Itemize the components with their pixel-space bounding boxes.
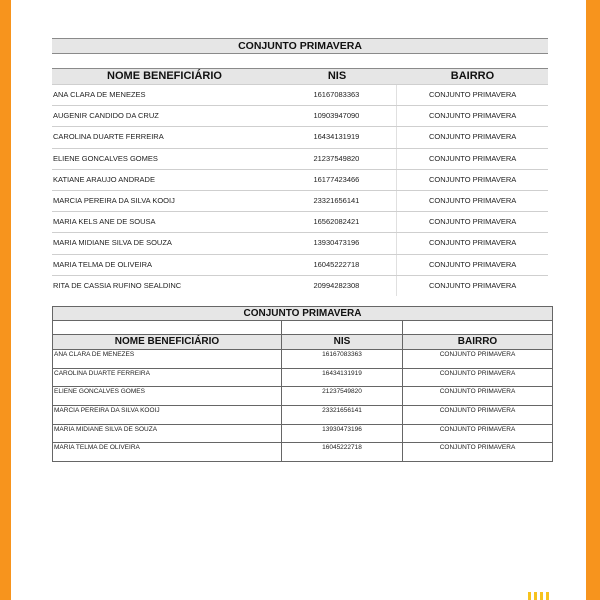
cell-nis: 21237549820 [282,387,403,405]
table-row [52,190,548,211]
cell-nome: MARIA TELMA DE OLIVEIRA [53,259,153,269]
table-row [52,211,548,232]
cell-bairro: CONJUNTO PRIMAVERA [396,85,548,105]
table-row [53,350,552,369]
cell-nis: 23321656141 [282,406,403,424]
table-row [52,126,548,147]
cell-nis: 23321656141 [313,195,360,205]
cell-nome: ANA CLARA DE MENEZES [53,350,282,368]
cell-nis: 16045222718 [282,443,403,461]
cell-nome: CAROLINA DUARTE FERREIRA [53,132,164,142]
cell-nome: MARCIA PEREIRA DA SILVA KOOIJ [53,406,282,424]
cell-nome: AUGENIR CANDIDO DA CRUZ [53,111,159,121]
cell-nome: MARIA KELS ANE DE SOUSA [53,217,156,227]
table-row [53,443,552,461]
table-header-row [52,68,548,84]
table-row [52,275,548,296]
header-nis: NIS [282,335,403,349]
beneficiary-table-2 [52,306,553,462]
table-row [52,169,548,190]
cell-nome: MARIA TELMA DE OLIVEIRA [53,443,282,461]
cell-bairro: CONJUNTO PRIMAVERA [439,425,516,433]
cell-nome: CAROLINA DUARTE FERREIRA [53,369,282,387]
table-row [53,369,552,388]
header-nome: NOME BENEFICIÁRIO [107,70,222,82]
header-nis: NIS [327,70,347,82]
cell-nis: 16045222718 [313,259,360,269]
cell-nis: 13930473196 [282,425,403,443]
cell-nis: 16167083363 [313,90,360,99]
cell-bairro: CONJUNTO PRIMAVERA [396,212,548,232]
cell-bairro: CONJUNTO PRIMAVERA [396,170,548,190]
table-title: CONJUNTO PRIMAVERA [52,38,548,54]
table-title: CONJUNTO PRIMAVERA [53,307,552,321]
header-nome: NOME BENEFICIÁRIO [53,335,282,349]
table-row [52,105,548,126]
cell-nome: MARCIA PEREIRA DA SILVA KOOIJ [53,195,175,205]
cell-nome: KATIANE ARAUJO ANDRADE [53,174,155,184]
cell-nis: 16562082421 [313,217,360,227]
cell-nome: MARIA MIDIANE SILVA DE SOUZA [53,238,172,248]
table-row [52,84,548,105]
table-spacer [52,54,548,68]
cell-bairro: CONJUNTO PRIMAVERA [396,276,548,296]
header-bairro: BAIRRO [457,336,498,347]
table-row [53,387,552,406]
cell-bairro: CONJUNTO PRIMAVERA [396,127,548,147]
table-header-row [53,335,552,350]
orange-border-right [586,0,600,600]
table-row [52,254,548,275]
cell-nis: 13930473196 [313,238,360,248]
table-row [52,232,548,253]
table-row [52,148,548,169]
cell-nis: 10903947090 [313,111,360,121]
table-row [53,425,552,444]
cell-nis: 21237549820 [313,153,360,163]
cell-nome: ELIENE GONCALVES GOMES [53,153,158,163]
cell-nome: RITA DE CASSIA RUFINO SEALDINC [53,280,182,290]
decorative-dots [528,592,552,600]
cell-nome: ELIENE GONCALVES GOMES [53,387,282,405]
cell-nis: 16167083363 [282,350,403,368]
cell-bairro: CONJUNTO PRIMAVERA [439,444,516,452]
cell-bairro: CONJUNTO PRIMAVERA [439,351,516,358]
cell-bairro: CONJUNTO PRIMAVERA [396,233,548,253]
cell-nome: MARIA MIDIANE SILVA DE SOUZA [53,425,282,443]
cell-nis: 20994282308 [313,280,360,290]
spacer-cell [282,321,403,334]
header-bairro: BAIRRO [450,70,495,82]
cell-bairro: CONJUNTO PRIMAVERA [439,407,516,415]
table-row [53,406,552,425]
spacer-cell [53,321,282,334]
cell-bairro: CONJUNTO PRIMAVERA [396,191,548,211]
cell-nis: 16434131919 [282,369,403,387]
cell-bairro: CONJUNTO PRIMAVERA [439,388,516,396]
cell-nis: 16177423466 [313,174,360,184]
cell-nis: 16434131919 [313,132,360,142]
orange-border-left [0,0,11,600]
table-spacer [53,321,552,335]
cell-bairro: CONJUNTO PRIMAVERA [396,255,548,275]
cell-nome: ANA CLARA DE MENEZES [53,90,146,99]
cell-bairro: CONJUNTO PRIMAVERA [396,106,548,126]
cell-bairro: CONJUNTO PRIMAVERA [439,369,516,377]
beneficiary-table-1 [52,38,548,296]
spacer-cell [403,321,552,334]
cell-bairro: CONJUNTO PRIMAVERA [396,149,548,169]
